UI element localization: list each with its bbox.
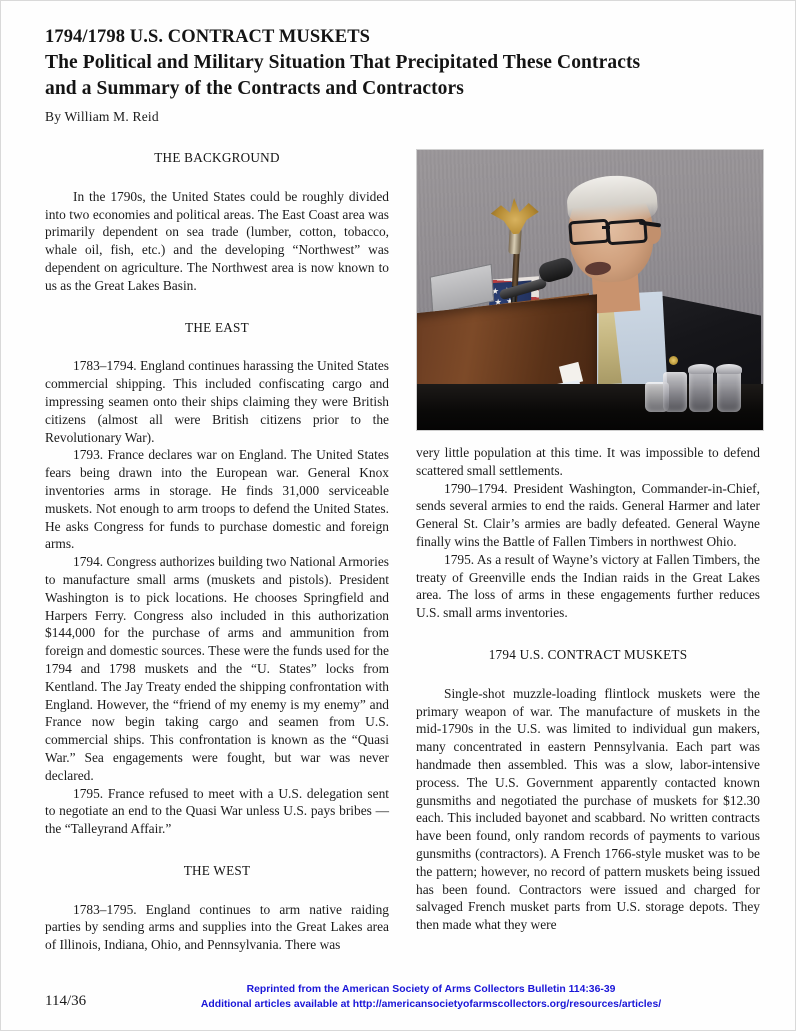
heading-the-west: THE WEST [183,862,251,878]
reprint-line-1: Reprinted from the American Society of Arms Collectors Bulletin 114:36-39 [246,984,616,995]
article-byline: By William M. Reid [45,109,159,124]
paragraph-continued: very little population at this time. It was impossible to defend scattered small settlements. [416,445,760,478]
paragraph-1795-talleyrand: 1795. France refused to meet with a U.S. delegation sent to negotiate an end to the Quasi War unless U.S. pays bribes — the “Talleyrand Affair.” [45,785,389,837]
left-text-column [45,149,389,954]
water-pitcher [717,368,741,412]
paragraph-single-shot-muskets: Single-shot muzzle-loading flintlock muskets were the primary weapon of war. The manufacture of muskets in the mid-1790s in the U.S. was limited to individual gun makers, many concentrated in eastern Pennsylvania. Each part was handmade then assembled. This was a slow, labor-intensive process. The U.S. Government apparently contacted known gunsmiths and negotiated the purchase of muskets for $12.30 each. This included bayonet and scabbard. No written contracts have been found, only random records of payments to various gunsmiths (contractors). A French 1766-style musket was to be the pattern; however, no record of pattern muskets being issued has been found. Contractors were issued and charged for salvaged French musket parts from U.S. storage depots. They then made what they were [416,685,760,933]
paragraph-1793: 1793. France declares war on England. The United States fears being drawn into the European war. General Knox inventories arms in storage. He finds 31,000 serviceable muskets. Not enough to arm troops to defend the United States. He asks Congress for funds to purchase domestic and foreign arms. [45,447,389,552]
article-title-block [45,25,745,102]
paragraph-1790-1794: 1790–1794. President Washington, Commander-in-Chief, sends several armies to end the raids. General Harmer and later General St. Clair’s armies are badly defeated. General Wayne finally wins the Battle of Fallen Timbers in northwest Ohio. [416,480,760,549]
heading-the-background: THE BACKGROUND [154,150,280,165]
pitcher-lid [716,364,742,374]
photograph-content [417,150,763,430]
article-title-line-2: The Political and Military Situation That Precipitated These Contracts [45,52,641,73]
reprint-notice [151,983,711,1012]
page-folio: 114/36 [45,993,87,1009]
paragraph-1794: 1794. Congress authorizes building two National Armories to manufacture small arms (muskets and pistols). President Washington is to pick locations. He chooses Springfield and Harpers Ferry. Congress also included in this authorization $144,000 for the purchase of arms and ammunition from foreign and domestic sources. These were the funds used for the 1794 and 1798 muskets and the “U. States” locks from Kentland. The Jay Treaty ended the shipping confrontation with England. However, the “friend of my enemy is my enemy” and France now begin taking cargo and seamen from U.S. commercial ships. This confrontation is known as the “Quasi War.” Sea engagements were fought, but war was never declared. [45,554,389,783]
eyeglasses-bridge [602,226,610,229]
water-glass [663,372,687,412]
lapel-pin-icon [669,356,678,365]
heading-the-east: THE EAST [185,319,249,335]
paragraph-1795-greenville: 1795. As a result of Wayne’s victory at Fallen Timbers, the treaty of Greenville ends the Indian raids in the Great Lakes area. The loss of arms in these engagements further reduces U.S. small arms inventories. [416,551,760,621]
eyeglasses-left-lens [568,219,610,246]
paragraph-1783-1795: 1783–1795. England continues to arm native raiding parties by sending arms and supplies into the Great Lakes area of Illinois, Indiana, Ohio, and Pennsylvania. There was [45,901,389,953]
article-title-line-3: and a Summary of the Contracts and Contractors [45,78,464,99]
heading-1794-contract-muskets: 1794 U.S. CONTRACT MUSKETS [488,646,688,662]
reprint-line-2[interactable]: Additional articles available at http://americansocietyofarmscollectors.org/resources/articles/ [200,998,662,1010]
paragraph-1790s: In the 1790s, the United States could be roughly divided into two economies and political areas. The East Coast area was primarily dependent on sea trade (lumber, cotton, tobacco, whale oil, fish, etc.) and the developing “Northwest” was dependent on agriculture. The Northwest area is now known to us as the Great Lakes Basin. [45,188,389,293]
right-text-column [416,444,760,934]
speaker-photograph [416,149,764,431]
article-title-line-1: 1794/1798 U.S. CONTRACT MUSKETS [45,27,371,47]
pitcher-lid [688,364,714,374]
paragraph-1783-1794: 1783–1794. England continues harassing the United States commercial shipping. This included confiscating cargo and impressing seamen onto their ships claiming they were British citizens (almost all were British citizens prior to the Revolutionary War). [45,358,389,445]
